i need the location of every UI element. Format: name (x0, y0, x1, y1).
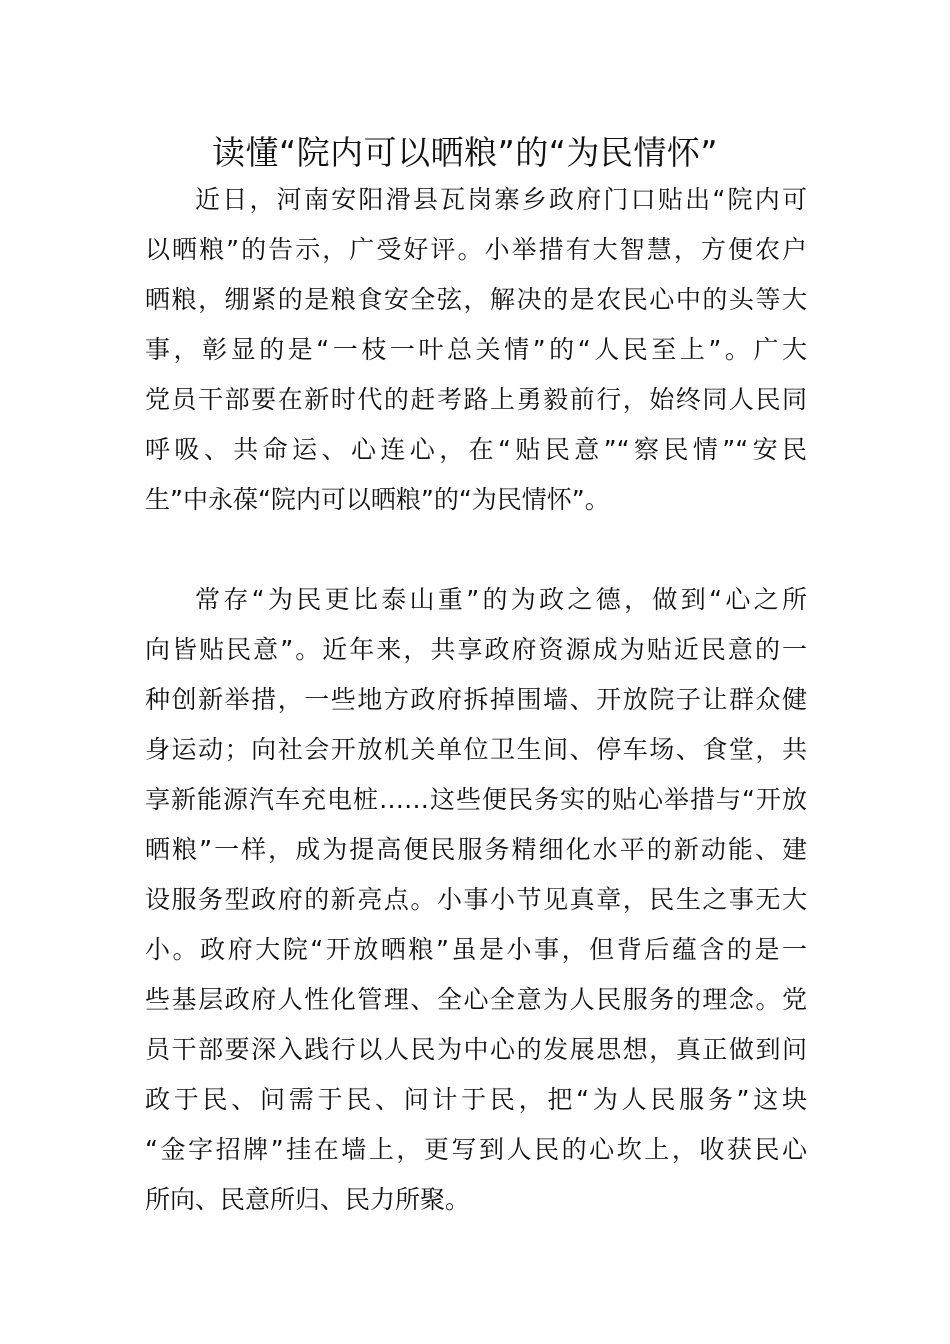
paragraph-line: 政于民、问需于民、问计于民，把“为人民服务”这块 (145, 1085, 807, 1114)
paragraph-line: 近日，河南安阳滑县瓦岗寨乡政府门口贴出“院内可 (195, 185, 807, 214)
paragraph-line: 党员干部要在新时代的赶考路上勇毅前行，始终同人民同 (145, 385, 807, 414)
paragraph-line: 设服务型政府的新亮点。小事小节见真章，民生之事无大 (145, 885, 807, 914)
paragraph-line: 事，彰显的是“一枝一叶总关情”的“人民至上”。广大 (145, 335, 807, 364)
paragraph-line: 享新能源汽车充电桩……这些便民务实的贴心举措与“开放 (145, 785, 807, 814)
paragraph-line: 小。政府大院“开放晒粮”虽是小事，但背后蕴含的是一 (145, 935, 807, 964)
paragraph-line: 身运动；向社会开放机关单位卫生间、停车场、食堂，共 (145, 735, 807, 764)
paragraph-line: 种创新举措，一些地方政府拆掉围墙、开放院子让群众健 (145, 685, 807, 714)
paragraph-2 (145, 575, 807, 1225)
paragraph-line: 晒粮”一样，成为提高便民服务精细化水平的新动能、建 (145, 835, 807, 864)
document-title: 读懂“院内可以晒粮”的“为民情怀” (212, 133, 718, 172)
paragraph-line: 些基层政府人性化管理、全心全意为人民服务的理念。党 (145, 985, 807, 1014)
paragraph-line: 生”中永葆“院内可以晒粮”的“为民情怀”。 (145, 485, 610, 514)
paragraph-line: 常存“为民更比泰山重”的为政之德，做到“心之所 (195, 585, 807, 614)
paragraph-line: 晒粮，绷紧的是粮食安全弦，解决的是农民心中的头等大 (145, 285, 807, 314)
paragraph-line: 向皆贴民意”。近年来，共享政府资源成为贴近民意的一 (145, 635, 807, 664)
paragraph-line: 以晒粮”的告示，广受好评。小举措有大智慧，方便农户 (145, 235, 807, 264)
paragraph-line: 所向、民意所归、民力所聚。 (145, 1185, 471, 1214)
paragraph-line: “金字招牌”挂在墙上，更写到人民的心坎上，收获民心 (145, 1135, 807, 1164)
paragraph-line: 呼吸、共命运、心连心，在“贴民意”“察民情”“安民 (145, 435, 807, 464)
paragraph-1 (145, 175, 807, 525)
paragraph-line: 员干部要深入践行以人民为中心的发展思想，真正做到问 (145, 1035, 807, 1064)
